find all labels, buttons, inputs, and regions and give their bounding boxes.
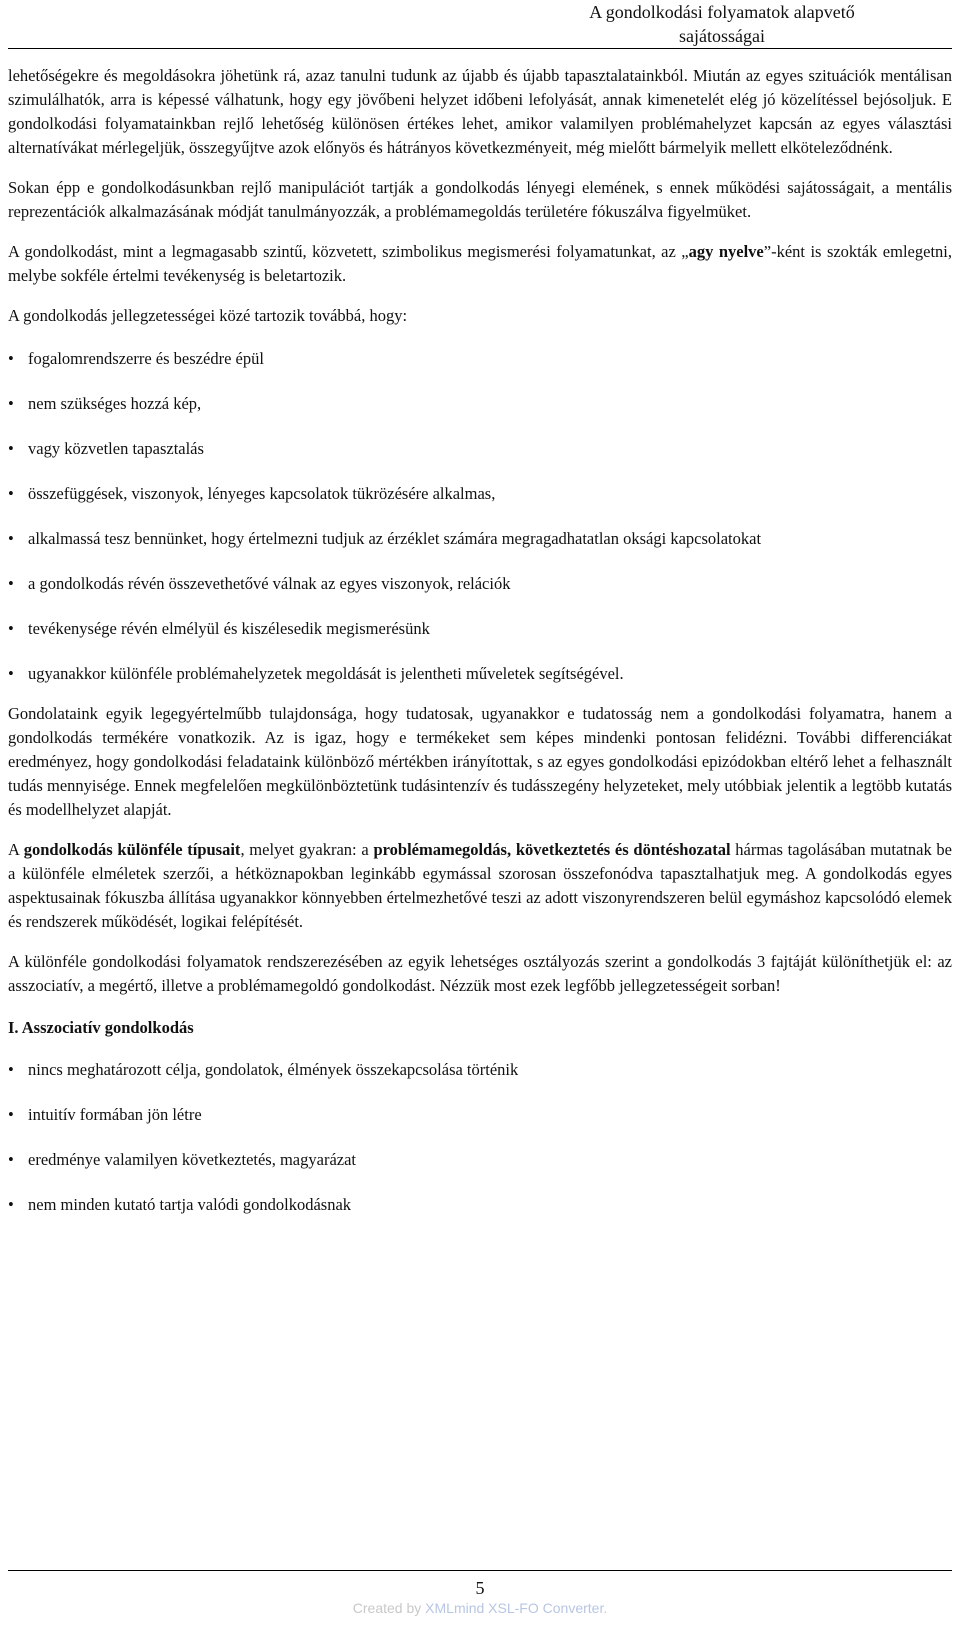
paragraph: A gondolkodás jellegzetességei közé tartozik továbbá, hogy:: [8, 306, 408, 325]
list-item-text: nem minden kutató tartja valódi gondolkodásnak: [28, 1195, 352, 1214]
list-item-text: alkalmassá tesz bennünket, hogy értelmezni tudjuk az érzéklet számára megragadhatatlan oksági kapcsolatokat: [28, 529, 762, 548]
text-span: A: [8, 840, 24, 859]
list-item-text: eredménye valamilyen következtetés, magyarázat: [28, 1150, 357, 1169]
list-item-text: összefüggések, viszonyok, lényeges kapcsolatok tükrözésére alkalmas,: [28, 484, 496, 503]
text-span: E gondolkodási folyamatainkban rejlő lehetőség különösen értékes lehet, amikor valamilyen problémahelyzet kapcsán az egyes választási alternatívákat mérlegeljük, összegyűjtve azok előnyös és hátrányos következményeit, még mielőtt bármelyik mellett elköteleződnénk.: [8, 90, 952, 157]
paragraph: Sokan épp e gondolkodásunkban rejlő manipulációt tartják a gondolkodás lényegi elemének, s ennek működési sajátosságait, a mentális reprezentációk alkalmazásának módját tanulmányozzák, a problémamegoldás területére fókuszálva figyelmüket.: [8, 178, 952, 221]
list-item: [8, 662, 952, 686]
bullet-icon: •: [8, 574, 14, 593]
header-divider: [8, 48, 952, 49]
text-span: lehetőségekre és megoldásokra jöhetünk rá, azaz tanulni tudunk az újabb és újabb tapasztalatainkból. Miután az egyes szituációk mentálisan szimulálhatók, arra is képessé válhatunk, hogy egy jövőbeni helyzet időbeni lefolyását, annak kimenetelét elég jó közelítéssel bejósoljuk.: [8, 66, 952, 109]
list-item-text: vagy közvetlen tapasztalás: [28, 439, 204, 458]
section-heading: I. Asszociatív gondolkodás: [8, 1018, 194, 1037]
bullet-icon: •: [8, 664, 14, 683]
list-item-text: a gondolkodás révén összevethetővé válnak az egyes viszonyok, relációk: [28, 574, 511, 593]
associative-thinking-list: [8, 1058, 952, 1217]
watermark-text: .: [603, 1600, 608, 1616]
converter-watermark: [0, 1600, 960, 1616]
paragraph: Gondolataink egyik legegyértelműbb tulajdonsága, hogy tudatosak, ugyanakkor e tudatosság nem a gondolkodási folyamatra, hanem a gondolkodás termékére vonatkozik. Az is igaz, hogy e termékeket sem képes mindenki pontosan felidézni. További differenciákat eredményez, hogy gondolkodási feladataink különböző mértékben irányítottak, s az egyes gondolkodási epizódokban eltérő lehet a felhasznált tudás mennyisége. Ennek megfelelően megkülönböztetünk tudásintenzív és tudásszegény helyzeteket, mely utóbbiak jelentik a legtöbb kutatás és modellhelyzet alapját.: [8, 704, 952, 819]
list-item-text: tevékenysége révén elmélyül és kiszélesedik megismerésünk: [28, 619, 430, 638]
list-item: [8, 437, 952, 461]
bullet-icon: •: [8, 1150, 14, 1169]
bullet-icon: •: [8, 1195, 14, 1214]
list-item: [8, 1103, 952, 1127]
bullet-icon: •: [8, 439, 14, 458]
list-item: [8, 617, 952, 641]
bullet-icon: •: [8, 394, 14, 413]
bullet-icon: •: [8, 1060, 14, 1079]
document-body: [8, 64, 952, 1233]
bullet-icon: •: [8, 529, 14, 548]
text-span: ”-ként is szokták emlegetni, melybe sokféle értelmi tevékenység is beletartozik.: [8, 242, 952, 285]
list-item: [8, 1148, 952, 1172]
list-item: [8, 1193, 952, 1217]
paragraph: [8, 838, 952, 934]
characteristics-list: [8, 347, 952, 686]
list-item: [8, 1058, 952, 1082]
page-header: [0, 0, 960, 48]
bullet-icon: •: [8, 349, 14, 368]
list-item-text: ugyanakkor különféle problémahelyzetek megoldását is jelentheti műveletek segítségével.: [28, 664, 624, 683]
paragraph: A különféle gondolkodási folyamatok rendszerezésében az egyik lehetséges osztályozás szerint a gondolkodás 3 fajtáját különíthetjük el: az asszociatív, a megértő, illetve a problémamegoldó gondolkodást. Nézzük most ezek legfőbb jellegzetességeit sorban!: [8, 952, 952, 995]
bullet-icon: •: [8, 484, 14, 503]
running-title-line-2: sajátosságai: [679, 26, 765, 46]
list-item-text: nem szükséges hozzá kép,: [28, 394, 202, 413]
bullet-icon: •: [8, 1105, 14, 1124]
bold-term: problémamegoldás, következtetés és döntéshozatal: [373, 840, 731, 859]
watermark-link[interactable]: XMLmind XSL-FO Converter: [425, 1600, 604, 1616]
list-item: [8, 392, 952, 416]
running-title: [512, 0, 932, 48]
list-item-text: fogalomrendszerre és beszédre épül: [28, 349, 264, 368]
list-item: [8, 482, 952, 506]
watermark-text: Created by: [352, 1600, 426, 1616]
list-item-text: nincs meghatározott célja, gondolatok, élmények összekapcsolása történik: [28, 1060, 519, 1079]
page-number: 5: [475, 1578, 485, 1598]
bullet-icon: •: [8, 619, 14, 638]
running-title-line-1: A gondolkodási folyamatok alapvető: [589, 2, 855, 22]
paragraph: [8, 240, 952, 288]
list-item: [8, 527, 952, 551]
paragraph: [8, 64, 952, 160]
footer-divider: [8, 1570, 952, 1571]
text-span: , melyet gyakran: a: [240, 840, 374, 859]
bold-term: gondolkodás különféle típusait: [23, 840, 241, 859]
list-item: [8, 347, 952, 371]
bold-term: agy nyelve: [688, 242, 764, 261]
list-item-text: intuitív formában jön létre: [28, 1105, 202, 1124]
text-span: A gondolkodást, mint a legmagasabb szintű, közvetett, szimbolikus megismerési folyamatunkat, az „: [8, 242, 689, 261]
text-span: hármas tagolásában mutatnak be a különféle elméletek szerzői, a hétköznapokban leginkább egymással szorosan összefonódva tapasztalhatjuk meg. A gondolkodás egyes aspektusainak fókuszba állítása ugyanakkor könnyebben értelmezhetővé teszi az adott viszonyrendszeren belül egymáshoz kapcsolódó elemek és rendszerek működését, logikai felépítését.: [8, 840, 952, 931]
list-item: [8, 572, 952, 596]
